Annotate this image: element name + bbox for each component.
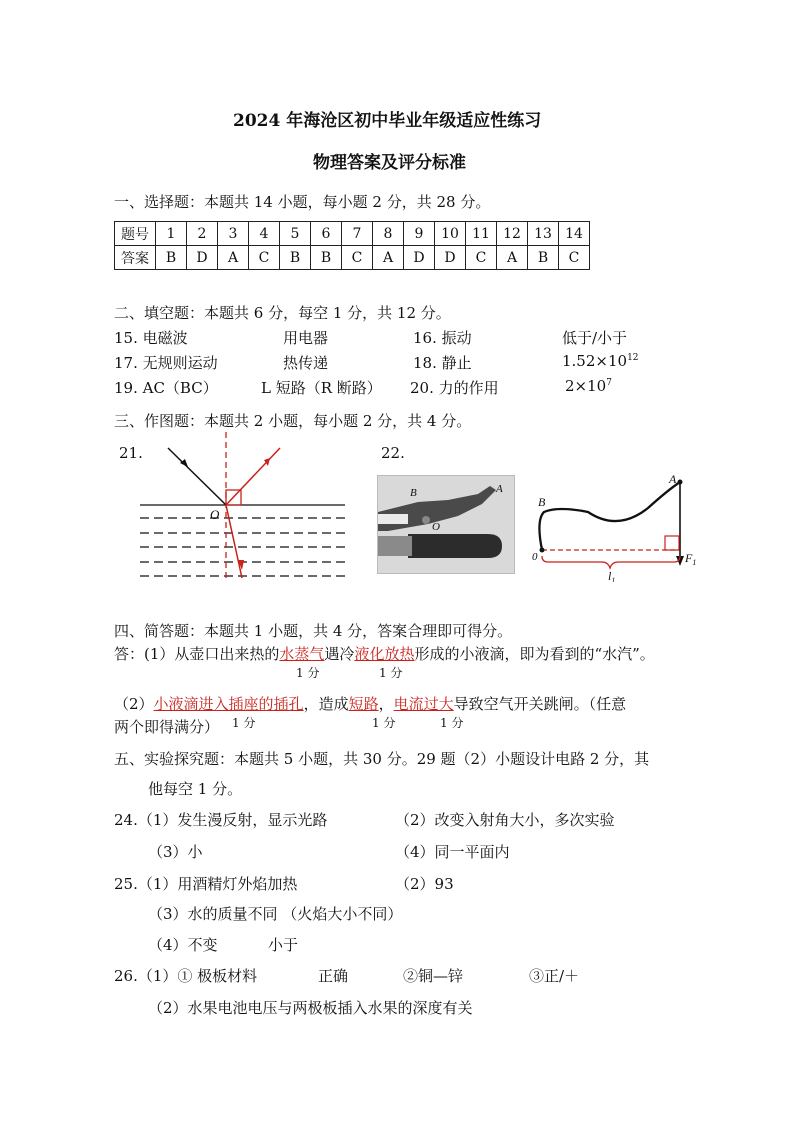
q25-answer-2: （2）93	[395, 875, 454, 893]
q24-answer-3: （3）小	[148, 843, 203, 861]
refraction-diagram	[130, 430, 350, 585]
photo-a-label: A	[496, 483, 503, 495]
table-cell: C	[466, 246, 497, 270]
q17-answer: 17. 无规则运动	[114, 354, 218, 372]
q26-answer-1: 26.（1）① 极板材料	[114, 967, 258, 985]
score-note: 1 分	[232, 716, 256, 730]
q20-answer: 20. 力的作用	[410, 379, 499, 397]
q24-answer-1: 24.（1）发生漫反射，显示光路	[114, 811, 328, 829]
q18-answer-b: $1.52\times 10^{12}$	[562, 352, 639, 370]
table-cell: 14	[559, 222, 590, 246]
table-cell: D	[435, 246, 466, 270]
section5-heading: 五、实验探究题：本题共 5 小题，共 30 分。29 题（2）小题设计电路 2 分，其	[114, 750, 650, 768]
table-cell: 3	[218, 222, 249, 246]
table-cell: 8	[373, 222, 404, 246]
q26-answer-2: （2）水果电池电压与两极板插入水果的深度有关	[148, 999, 473, 1017]
q16-answer-b: 低于/小于	[562, 329, 628, 347]
table-cell: C	[249, 246, 280, 270]
table-cell: 4	[249, 222, 280, 246]
q25-answer-3: （3）水的质量不同 （火焰大小不同）	[148, 905, 403, 923]
table-cell: B	[280, 246, 311, 270]
table-cell: 13	[528, 222, 559, 246]
section2-heading: 二、填空题：本题共 6 分，每空 1 分，共 12 分。	[114, 304, 451, 322]
score-note: 1 分	[372, 716, 396, 730]
table-cell: B	[528, 246, 559, 270]
page-subtitle: 物理答案及评分标准	[313, 153, 466, 173]
q25-answer-1: 25.（1）用酒精灯外焰加热	[114, 875, 298, 893]
q24-answer-4: （4）同一平面内	[395, 843, 510, 861]
q19-answer-b: L 短路（R 断路）	[261, 379, 382, 397]
table-cell: D	[404, 246, 435, 270]
table-cell: 7	[342, 222, 373, 246]
q19-answer: 19. AC（BC）	[114, 379, 218, 397]
answer-line-1: 答：(1）从壶口出来热的水蒸气遇冷液化放热形成的小液滴，即为看到的“水汽”。	[114, 645, 655, 663]
table-cell: 6	[311, 222, 342, 246]
section5-heading-cont: 他每空 1 分。	[148, 780, 243, 798]
answer-table	[114, 221, 590, 270]
lever-force-diagram	[528, 470, 703, 582]
q20-answer-b: $2\times 10^7$	[565, 377, 612, 395]
q16-answer: 16. 振动	[413, 329, 472, 347]
fig-a-label: A	[669, 472, 677, 486]
score-note: 1 分	[379, 666, 403, 680]
table-cell: 11	[466, 222, 497, 246]
q15-answer-b: 用电器	[283, 329, 329, 347]
answer-line-2: （2）小液滴进入插座的插孔，造成短路，电流过大导致空气开关跳闸。（任意	[114, 695, 627, 713]
table-cell: 答案	[115, 246, 156, 270]
table-cell: D	[187, 246, 218, 270]
table-cell: 9	[404, 222, 435, 246]
force-f1-label: $F_1$	[685, 551, 697, 567]
q24-answer-2: （2）改变入射角大小，多次实验	[395, 811, 615, 829]
answer-line-3: 两个即得满分）	[114, 718, 220, 736]
q22-label: 22.	[381, 444, 405, 462]
table-cell: B	[311, 246, 342, 270]
q26-answer-1d: ③正/＋	[529, 967, 580, 985]
section1-heading: 一、选择题：本题共 14 小题，每小题 2 分，共 28 分。	[114, 193, 491, 211]
table-cell: A	[218, 246, 249, 270]
table-cell: A	[373, 246, 404, 270]
table-cell: C	[559, 246, 590, 270]
table-cell: 2	[187, 222, 218, 246]
q15-answer: 15. 电磁波	[114, 329, 188, 347]
table-cell: 12	[497, 222, 528, 246]
q26-answer-1b: 正确	[318, 967, 349, 985]
q21-label: 21.	[119, 444, 143, 462]
table-row	[115, 222, 590, 246]
table-cell: B	[156, 246, 187, 270]
fig-b-label: B	[538, 495, 546, 509]
q17-answer-b: 热传递	[283, 354, 329, 372]
table-cell: A	[497, 246, 528, 270]
section3-heading: 三、作图题：本题共 2 小题，每小题 2 分，共 4 分。	[114, 412, 472, 430]
table-cell: 1	[156, 222, 187, 246]
table-cell: 10	[435, 222, 466, 246]
table-cell: 题号	[115, 222, 156, 246]
fig-o-label: 0	[532, 551, 538, 563]
table-cell: 5	[280, 222, 311, 246]
q18-answer: 18. 静止	[413, 354, 472, 372]
q26-answer-1c: ②铜—锌	[403, 967, 464, 985]
score-note: 1 分	[440, 716, 464, 730]
page-title: 2024 年海沧区初中毕业年级适应性练习	[233, 111, 542, 131]
section4-heading: 四、简答题：本题共 1 小题，共 4 分，答案合理即可得分。	[114, 622, 513, 640]
brake-lever-photo	[377, 475, 515, 574]
photo-o-label: O	[432, 521, 440, 533]
table-row	[115, 246, 590, 270]
table-cell: C	[342, 246, 373, 270]
score-note: 1 分	[296, 666, 320, 680]
point-o-label: O	[210, 507, 220, 522]
q25-answer-4: （4）不变	[148, 936, 218, 954]
photo-b-label: B	[410, 487, 417, 499]
q25-answer-4b: 小于	[268, 936, 299, 954]
arm-l1-label: $l_1$	[608, 569, 616, 582]
